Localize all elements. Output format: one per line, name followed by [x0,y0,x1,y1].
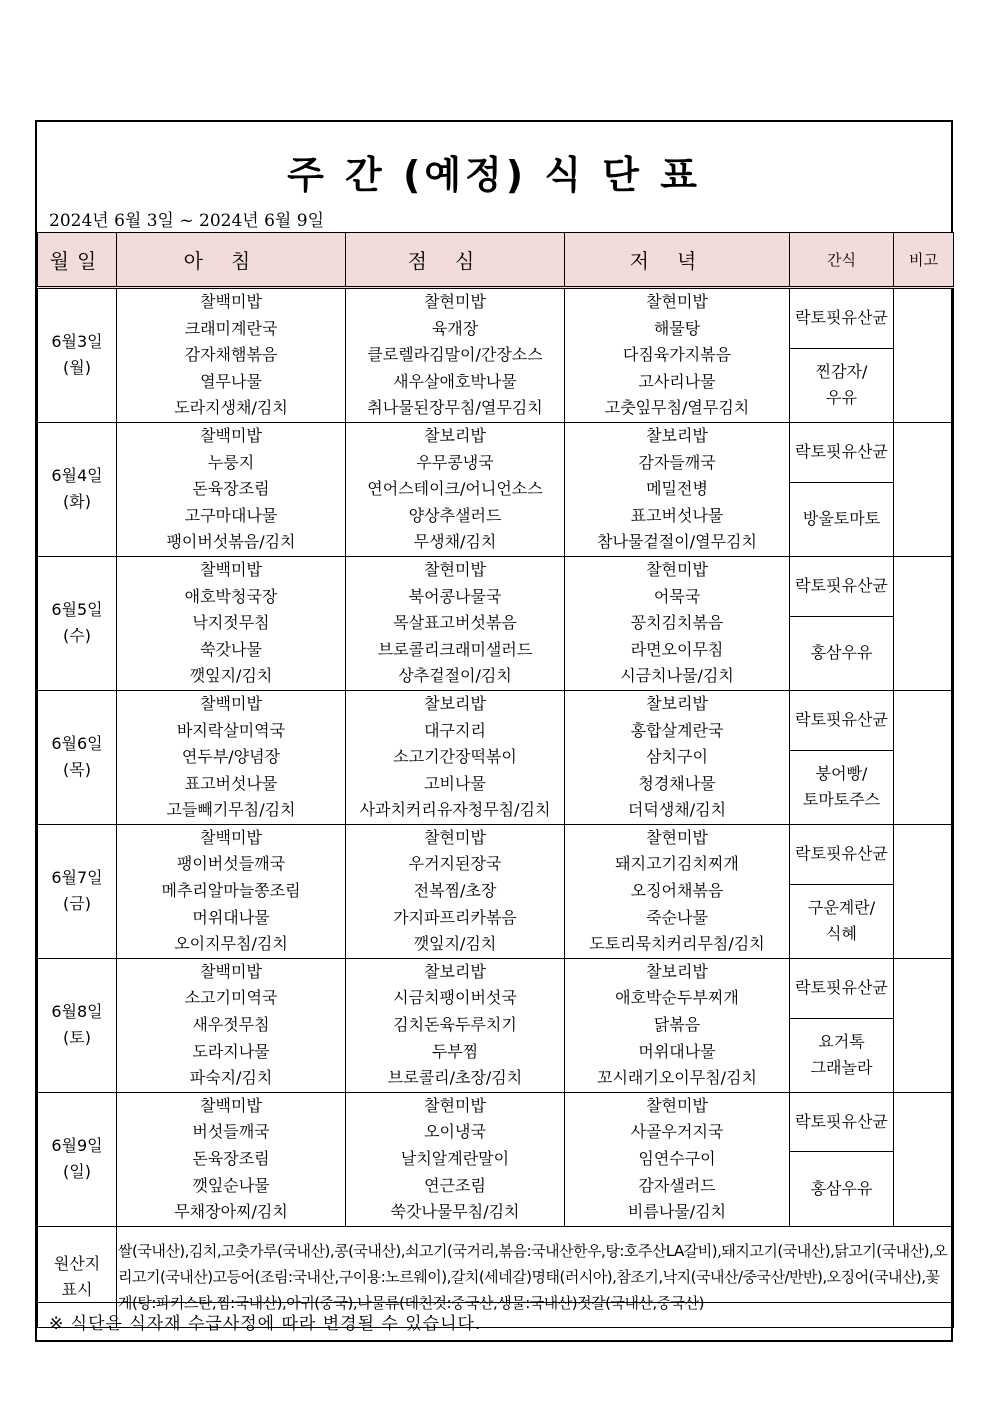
menu-item: 가지파프리카볶음 [393,907,517,927]
menu-item: 크래미계란국 [184,318,278,338]
snack-item: 붕어빵/ [815,764,868,784]
menu-item: 찰백미밥 [200,827,262,847]
menu-item: 해물탕 [653,318,701,338]
menu-item: 홍합살계란국 [630,720,724,740]
menu-item: 김치돈육두루치기 [393,1015,517,1035]
menu-item: 표고버섯나물 [630,505,724,525]
menu-item: 쑥갓나물무침/김치 [390,1202,520,1222]
day-weekday: (목) [63,760,91,780]
day-date: 6월9일 [51,1136,103,1156]
remarks-cell [894,958,954,1092]
day-cell [38,824,117,958]
menu-item: 버섯들깨국 [192,1122,270,1142]
menu-item: 육개장 [431,318,479,338]
menu-item: 낙지젓무침 [192,613,270,633]
menu-item: 애호박청국장 [184,586,278,606]
dinner-cell [565,422,790,556]
dinner-cell [565,288,790,423]
menu-item: 깻잎순나물 [192,1175,270,1195]
snack-extra [790,616,894,690]
menu-item: 소고기미역국 [184,988,278,1008]
origin-label: 원산지 표시 [38,1226,117,1327]
snack-item: 그래놀라 [810,1058,873,1078]
menu-item: 메밀전병 [646,479,708,499]
menu-item: 임연수구이 [638,1149,716,1168]
remarks-cell [894,288,954,423]
snack-probiotic: 락토핏유산균 [790,556,894,616]
menu-item: 어묵국 [653,586,701,606]
menu-item: 목살표고버섯볶음 [393,613,517,633]
menu-item: 비름나물/김치 [627,1202,727,1222]
menu-item: 새우젓무침 [192,1015,270,1035]
snack-extra [790,482,894,556]
menu-item: 연어스테이크/어니언소스 [367,479,543,499]
day-weekday: (월) [63,358,91,378]
day-date: 6월3일 [51,332,103,352]
header-remarks: 비고 [894,233,954,288]
menu-item: 고구마대나물 [184,505,278,525]
breakfast-cell [117,958,346,1092]
header-day: 월일 [38,233,117,288]
menu-item: 고춧잎무침/열무김치 [604,398,750,418]
lunch-cell [346,1092,565,1226]
menu-item: 연근조림 [424,1175,486,1195]
snack-probiotic: 락토핏유산균 [790,422,894,482]
snack-item: 홍삼우유 [810,1179,873,1199]
menu-item: 고사리나물 [638,371,716,391]
menu-item: 감자들깨국 [638,452,716,472]
day-date: 6월4일 [51,466,103,486]
lunch-cell [346,556,565,690]
lunch-cell [346,824,565,958]
day-cell [38,958,117,1092]
menu-item: 찰백미밥 [200,425,262,445]
snack-extra [790,1018,894,1092]
day-date: 6월6일 [51,734,103,754]
menu-item: 바지락살미역국 [176,720,286,740]
day-row [38,288,954,349]
menu-item: 찰현미밥 [424,559,486,579]
menu-item: 고비나물 [424,773,486,793]
remarks-cell [894,824,954,958]
menu-item: 다짐육가지볶음 [622,345,732,365]
menu-item: 찰현미밥 [646,292,708,311]
menu-item: 참나물겉절이/열무김치 [597,532,757,552]
menu-item: 팽이버섯볶음/김치 [166,532,296,552]
day-row [38,1092,954,1152]
menu-item: 더덕생채/김치 [627,800,727,820]
menu-item: 대구지리 [424,720,486,740]
menu-item: 오이냉국 [424,1122,486,1142]
day-weekday: (금) [63,894,91,914]
menu-item: 돼지고기김치찌개 [615,854,739,874]
day-row [38,422,954,482]
page-title: 주 간 (예정) 식 단 표 [287,153,701,197]
snack-extra [790,750,894,824]
menu-item: 찰백미밥 [200,961,262,981]
day-cell [38,556,117,690]
menu-item: 돈육장조림 [192,1149,270,1168]
menu-item: 찰보리밥 [646,961,708,981]
menu-item: 사과치커리유자청무침/김치 [359,800,551,820]
menu-item: 찰현미밥 [424,1095,486,1115]
menu-item: 취나물된장무침/열무김치 [367,398,543,418]
dinner-cell [565,1092,790,1226]
menu-item: 우거지된장국 [408,854,502,874]
menu-item: 찰백미밥 [200,292,262,311]
menu-item: 머위대나물 [638,1041,716,1061]
dinner-cell [565,690,790,824]
menu-item: 메추리알마늘쫑조림 [161,881,301,901]
menu-item: 시금치나물/김치 [620,666,734,686]
menu-item: 죽순나물 [646,907,708,927]
day-row [38,958,954,1018]
snack-extra [790,348,894,422]
snack-item: 식혜 [826,924,857,944]
day-weekday: (화) [63,492,91,512]
day-weekday: (일) [63,1162,91,1182]
day-date: 6월5일 [51,600,103,620]
menu-item: 깻잎지/김치 [189,666,273,686]
menu-item: 찰백미밥 [200,1095,262,1115]
snack-item: 찐감자/ [815,362,868,382]
menu-item: 날치알계란말이 [400,1149,510,1168]
snack-probiotic: 락토핏유산균 [790,824,894,884]
menu-item: 북어콩나물국 [408,586,502,606]
menu-item: 무생채/김치 [413,532,497,552]
menu-item: 파숙지/김치 [189,1068,273,1088]
menu-item: 쑥갓나물 [200,639,262,659]
menu-item: 찰보리밥 [646,425,708,445]
menu-item: 브로콜리크래미샐러드 [377,639,533,659]
snack-item: 홍삼우유 [810,643,873,663]
day-rows [38,288,954,1227]
snack-probiotic: 락토핏유산균 [790,958,894,1018]
breakfast-cell [117,422,346,556]
snack-probiotic: 락토핏유산균 [790,1092,894,1152]
day-cell [38,288,117,423]
menu-item: 머위대나물 [192,907,270,927]
menu-item: 열무나물 [200,371,262,391]
menu-item: 감자샐러드 [638,1175,716,1195]
menu-item: 찰현미밥 [646,827,708,847]
menu-item: 누룽지 [207,452,255,472]
dinner-cell [565,958,790,1092]
snack-extra [790,884,894,958]
menu-item: 돈육장조림 [192,479,270,499]
header-dinner: 저녁 [565,233,790,288]
day-cell [38,690,117,824]
header-row [38,233,954,288]
day-cell [38,1092,117,1226]
breakfast-cell [117,824,346,958]
date-range: 2024년 6월 3일 ~ 2024년 6월 9일 [49,211,324,231]
menu-item: 도토리묵치커리무침/김치 [589,934,765,954]
lunch-cell [346,288,565,423]
remarks-cell [894,690,954,824]
menu-item: 깻잎지/김치 [413,934,497,954]
lunch-cell [346,690,565,824]
menu-item: 애호박순두부찌개 [615,988,739,1008]
dinner-cell [565,556,790,690]
menu-item: 라면오이무침 [630,639,724,659]
day-cell [38,422,117,556]
menu-item: 꼬시래기오이무침/김치 [597,1068,757,1088]
menu-item: 우무콩냉국 [416,452,494,472]
menu-item: 전복찜/초장 [413,881,497,901]
menu-item: 클로렐라김말이/간장소스 [367,345,543,365]
footnote: ※ 식단은 식자재 수급사정에 따라 변경될 수 있습니다. [49,1314,482,1334]
menu-item: 양상추샐러드 [408,505,502,525]
menu-sheet [35,120,953,1342]
menu-item: 찰보리밥 [424,425,486,445]
lunch-cell [346,958,565,1092]
header-lunch: 점심 [346,233,565,288]
header-breakfast: 아침 [117,233,346,288]
snack-item: 방울토마토 [802,509,881,529]
menu-item: 찰현미밥 [424,827,486,847]
menu-item: 찰백미밥 [200,693,262,713]
menu-item: 고들빼기무침/김치 [166,800,296,820]
menu-item: 브로콜리/초장/김치 [387,1068,523,1088]
menu-item: 오이지무침/김치 [174,934,288,954]
menu-item: 무채장아찌/김치 [174,1202,288,1222]
breakfast-cell [117,1092,346,1226]
snack-item: 우유 [826,388,857,408]
day-row [38,824,954,884]
snack-item: 요거톡 [818,1032,865,1052]
menu-item: 도라지생채/김치 [174,398,288,418]
menu-item: 찰현미밥 [646,1095,708,1115]
day-date: 6월8일 [51,1002,103,1022]
menu-table [37,232,954,1328]
remarks-cell [894,556,954,690]
snack-probiotic: 락토핏유산균 [790,288,894,349]
lunch-cell [346,422,565,556]
menu-item: 연두부/양념장 [181,747,281,767]
menu-item: 삼치구이 [646,747,708,767]
day-row [38,690,954,750]
day-date: 6월7일 [51,868,103,888]
menu-item: 꽁치김치볶음 [630,613,724,633]
menu-item: 찰보리밥 [646,693,708,713]
snack-item: 구운계란/ [807,898,876,918]
menu-item: 팽이버섯들깨국 [176,854,286,874]
menu-item: 찰현미밥 [646,559,708,579]
origin-text: 쌀(국내산),김치,고춧가루(국내산),콩(국내산),쇠고기(국거리,볶음:국내산한우,탕:호주산LA갈비),돼지고기(국내산),닭고기(국내산),오리고기(국내산)고등어(조림:국내산,구이용:노르웨이),갈치(세네갈)명태(러시아),참조기,낙지(국내산/중국산/반반),오징어(국내산),꽃게(탕:파키스탄,찜:국내산),아귀(중국),나물류(데친것:중국산,생물:국내산)젓갈(국내산,중국산) [117,1226,954,1327]
breakfast-cell [117,690,346,824]
menu-item: 청경채나물 [638,773,716,793]
menu-item: 시금치팽이버섯국 [393,988,517,1008]
menu-item: 닭볶음 [653,1015,701,1035]
menu-item: 오징어채볶음 [630,881,724,901]
menu-item: 새우살애호박나물 [393,371,517,391]
menu-item: 찰보리밥 [424,961,486,981]
menu-item: 찰백미밥 [200,559,262,579]
breakfast-cell [117,288,346,423]
dinner-cell [565,824,790,958]
snack-item: 토마토주스 [802,790,881,810]
menu-item: 소고기간장떡볶이 [393,747,517,767]
day-weekday: (수) [63,626,91,646]
remarks-cell [894,1092,954,1226]
remarks-cell [894,422,954,556]
day-row [38,556,954,616]
menu-item: 두부찜 [431,1041,479,1061]
menu-item: 감자채햄볶음 [184,345,278,365]
breakfast-cell [117,556,346,690]
menu-item: 도라지나물 [192,1041,270,1061]
menu-item: 상추겉절이/김치 [398,666,512,686]
menu-item: 사골우거지국 [630,1122,724,1142]
snack-extra [790,1152,894,1226]
menu-item: 표고버섯나물 [184,773,278,793]
menu-item: 찰보리밥 [424,693,486,713]
menu-item: 찰현미밥 [424,292,486,311]
header-snack: 간식 [790,233,894,288]
day-weekday: (토) [63,1028,91,1048]
snack-probiotic: 락토핏유산균 [790,690,894,750]
